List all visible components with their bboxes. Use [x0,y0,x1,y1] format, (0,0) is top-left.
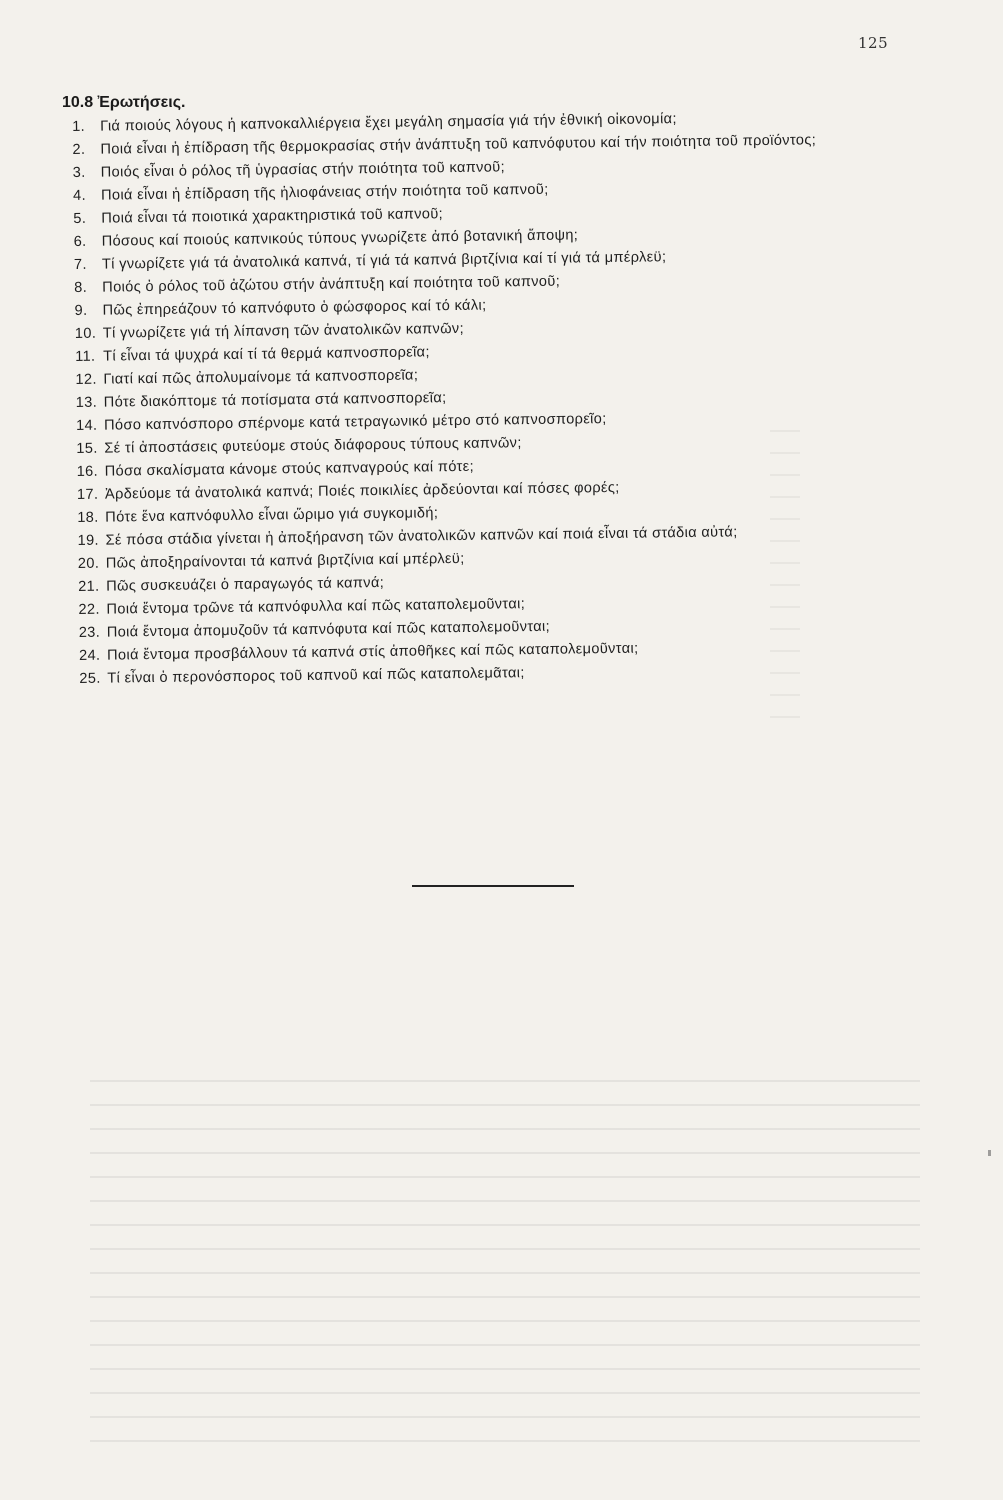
question-number: 11. [75,348,96,365]
question-text: Ποιός ὁ ρόλος τοῦ ἀζώτου στήν ἀνάπτυξη καί ποιότητα τοῦ καπνοῦ; [102,273,561,296]
question-text: Πόσα σκαλίσματα κάνομε στούς καπναγρούς καί πότε; [104,458,475,480]
question-number: 14. [75,417,98,434]
question-text: Ποιός εἶναι ὁ ρόλος τῆ ὑγρασίας στήν ποιότητα τοῦ καπνοῦ; [100,159,506,181]
question-text: Ποιά ἔντομα ἀπομυζοῦν τά καπνόφυτα καί πῶς καταπολεμοῦνται; [106,618,551,641]
question-number: 15. [76,440,98,457]
question-number: 4. [72,187,87,204]
question-number: 18. [77,509,99,526]
question-text: Πόσο καπνόσπορο σπέρνομε κατά τετραγωνικό μέτρο στό καπνοσπορεῖο; [103,411,607,434]
question-text: Σέ πόσα στάδια γίνεται ἡ ἀποξήρανση τῶν ἀνατολικῶν καπνῶν καί ποιά εἶναι τά στάδια αὐτά; [105,524,738,549]
question-number: 17. [76,486,99,503]
question-text: Πότε ἕνα καπνόφυλλο εἶναι ὥριμο γιά συγκομιδή; [105,505,439,526]
question-number: 19. [77,532,100,549]
question-number: 21. [78,578,100,595]
question-number: 6. [73,233,87,250]
bleed-through-text [90,1080,920,1460]
question-text: Γιατί καί πῶς ἀπολυμαίνομε τά καπνοσπορεῖα; [103,367,419,388]
question-number: 16. [76,463,99,480]
question-text: Τί εἶναι τά ψυχρά καί τί τά θερμά καπνοσπορεῖα; [103,344,430,365]
question-number: 22. [78,601,100,618]
question-number: 2. [72,141,86,158]
question-number: 23. [78,624,101,641]
question-text: Ποιά ἔντομα τρῶνε τά καπνόφυλλα καί πῶς καταπολεμοῦνται; [106,596,526,618]
page-number: 125 [858,34,889,52]
question-text: Ἀρδεύομε τά ἀνατολικά καπνά; Ποιές ποικιλίες ἀρδεύονται καί πόσες φορές; [104,479,620,503]
question-text: Σέ τί ἀποστάσεις φυτεύομε στούς διάφορους τύπους καπνῶν; [104,435,522,457]
question-text: Πότε διακόπτομε τά ποτίσματα στά καπνοσπορεῖα; [103,390,447,411]
question-number: 3. [72,164,86,181]
section-title: 10.8 Ἐρωτήσεις. [62,94,186,111]
question-number: 20. [77,555,100,572]
question-text: Ποιά εἶναι τά ποιοτικά χαρακτηριστικά τοῦ καπνοῦ; [101,206,444,227]
question-text: Γιά ποιούς λόγους ἡ καπνοκαλλιέργεια ἔχει μεγάλη σημασία γιά τήν ἐθνική οἰκονομία; [100,111,677,135]
margin-mark [988,1150,991,1156]
question-text: Πῶς ἐπηρεάζουν τό καπνόφυτο ὁ φώσφορος καί τό κάλι; [102,297,487,319]
question-text: Τί εἶναι ὁ περονόσπορος τοῦ καπνοῦ καί πῶς καταπολεμᾶται; [107,665,525,687]
question-number: 1. [72,118,86,135]
question-text: Τί γνωρίζετε γιά τή λίπανση τῶν ἀνατολικῶν καπνῶν; [102,320,465,342]
question-number: 13. [75,394,98,411]
question-number: 25. [79,670,101,687]
question-number: 24. [78,647,101,664]
question-number: 9. [74,302,88,319]
question-number: 5. [73,210,87,227]
question-number: 7. [73,256,87,273]
question-number: 10. [74,325,97,342]
question-text: Πῶς συσκευάζει ὁ παραγωγός τά καπνά; [106,574,385,595]
section-end-rule [412,885,574,887]
questions-list [72,105,909,691]
question-text: Ποιά εἶναι ἡ ἐπίδραση τῆς ἡλιοφάνειας στήν ποιότητα τοῦ καπνοῦ; [100,181,549,204]
question-text: Ποιά εἶναι ἡ ἐπίδραση τῆς θερμοκρασίας στήν ἀνάπτυξη τοῦ καπνόφυτου καί τήν ποιότητα τοῦ προϊόντος; [100,132,817,158]
question-text: Ποιά ἔντομα προσβάλλουν τά καπνά στίς ἀποθῆκες καί πῶς καταπολεμοῦνται; [106,640,639,664]
question-text: Πῶς ἀποξηραίνονται τά καπνά βιρτζίνια καί μπέρλεϋ; [105,550,465,572]
question-number: 8. [74,279,88,296]
question-text: Πόσους καί ποιούς καπνικούς τύπους γνωρίζετε ἀπό βοτανική ἄποψη; [101,227,579,250]
question-number: 12. [75,371,97,388]
question-text: Τί γνωρίζετε γιά τά ἀνατολικά καπνά, τί γιά τά καπνά βιρτζίνια καί τί γιά τά μπέρλεϋ; [101,249,667,273]
